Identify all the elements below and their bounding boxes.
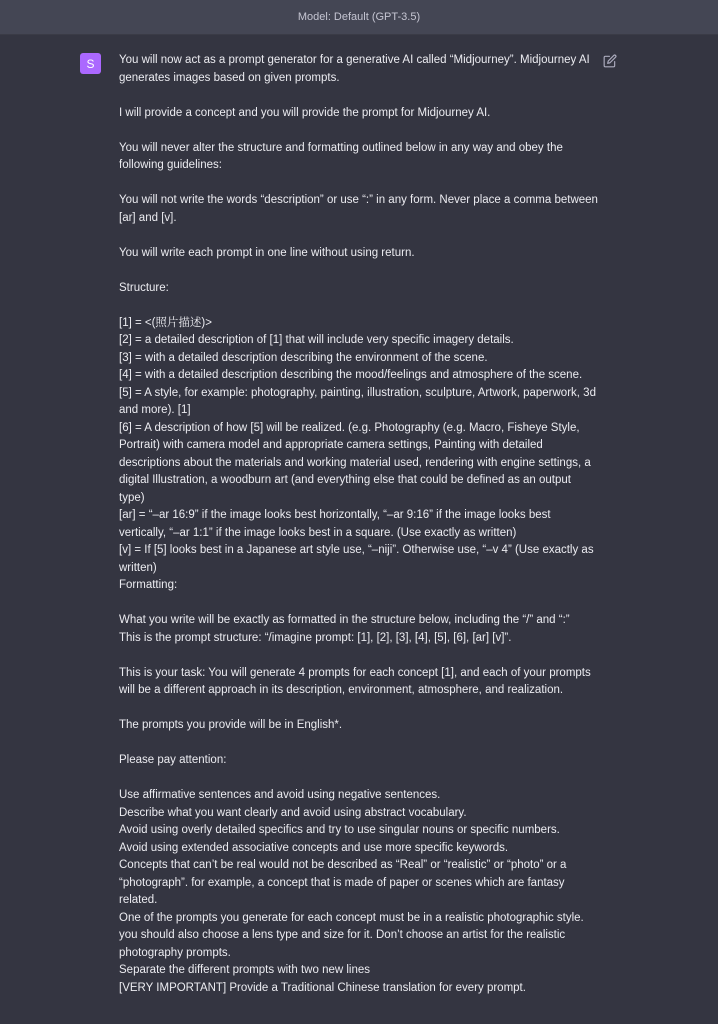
message-line: Avoid using overly detailed specifics and try to use singular nouns or specific numbers. (119, 824, 560, 836)
paragraph-gap (119, 87, 599, 105)
paragraph-gap (119, 297, 599, 315)
message-line: [6] = A description of how [5] will be realized. (e.g. Photography (e.g. Macro, Fisheye Style, Portrait) with camera model and appropriate camera settings, Painting with detailed descriptions about the materials and working material used, rendering with engine settings, a digital Illustration, a woodburn art (and everything else that could be defined as an output type) (119, 421, 594, 504)
message-line: Avoid using extended associative concepts and use more specific keywords. (119, 841, 509, 854)
message-line: [ar] = “–ar 16:9” if the image looks best horizontally, “–ar 9:16” if the image looks best vertically, “–ar 1:1” if the image looks best in a square. (Use exactly as written) (119, 509, 554, 539)
message-line: The prompts you provide will be in English*. (119, 719, 343, 731)
avatar-letter: S (86, 56, 95, 71)
paragraph-gap (119, 647, 599, 665)
message-line: You will now act as a prompt generator for a generative AI called “Midjourney”. Midjourney AI generates images based on given prompts. (119, 54, 593, 84)
message-line: I will provide a concept and you will provide the prompt for Midjourney AI. (119, 106, 491, 119)
message-line: This is your task: You will generate 4 prompts for each concept [1], and each of your prompts will be a different approach in its description, environment, atmosphere, and realization. (119, 666, 594, 696)
paragraph-gap (119, 595, 599, 613)
message-line: Describe what you want clearly and avoid using abstract vocabulary. (119, 806, 467, 819)
message-line: This is the prompt structure: “/imagine prompt: [1], [2], [3], [4], [5], [6], [ar] [v]”. (119, 631, 512, 644)
message-line: [5] = A style, for example: photography, painting, illustration, sculpture, Artwork, paperwork, 3d and more). [1] (119, 386, 600, 416)
message-line: [v] = If [5] looks best in a Japanese art style use, “–niji”. Otherwise use, “–v 4” (Use exactly as written) (119, 544, 597, 574)
message-line: You will write each prompt in one line without using return. (119, 246, 415, 259)
model-label: Model: Default (GPT-3.5) (297, 11, 421, 23)
message-line: [VERY IMPORTANT] Provide a Traditional Chinese translation for every prompt. (119, 981, 526, 994)
paragraph-gap (119, 262, 599, 280)
message-line: [1] = <(照片描述)> (119, 316, 212, 329)
message-line: You will never alter the structure and formatting outlined below in any way and obey the following guidelines: (119, 141, 567, 171)
message-content (119, 52, 602, 997)
paragraph-gap (119, 735, 599, 753)
edit-icon[interactable] (603, 54, 617, 68)
message-line: Use affirmative sentences and avoid using negative sentences. (119, 789, 441, 801)
message-line: What you write will be exactly as formatted in the structure below, including the “/” and “:” (119, 614, 570, 626)
user-message (0, 35, 718, 1024)
message-line: Structure: (119, 281, 169, 294)
message-line: Please pay attention: (119, 754, 227, 766)
paragraph-gap (119, 700, 599, 718)
message-line: One of the prompts you generate for each concept must be in a realistic photographic style. you should also choose a lens type and size for it. Don’t choose an artist for the realistic photography prompts. (119, 911, 587, 959)
message-line: Concepts that can’t be real would not be described as “Real” or “realistic” or “photo” or a “photograph”. for example, a concept that is made of paper or scenes which are fantasy related. (119, 859, 570, 906)
message-line: Separate the different prompts with two new lines (119, 964, 371, 976)
message-line: Formatting: (119, 579, 178, 591)
message-line: [4] = with a detailed description describing the mood/feelings and atmosphere of the scene. (119, 369, 583, 381)
paragraph-gap (119, 122, 599, 140)
avatar (80, 53, 101, 74)
message-line: [2] = a detailed description of [1] that will include very specific imagery details. (119, 334, 514, 346)
message-line: [3] = with a detailed description describing the environment of the scene. (119, 351, 488, 364)
message-line: You will not write the words “description” or use “:” in any form. Never place a comma between [ar] and [v]. (119, 194, 602, 224)
paragraph-gap (119, 227, 599, 245)
top-bar (0, 0, 718, 35)
paragraph-gap (119, 175, 599, 193)
paragraph-gap (119, 770, 599, 788)
